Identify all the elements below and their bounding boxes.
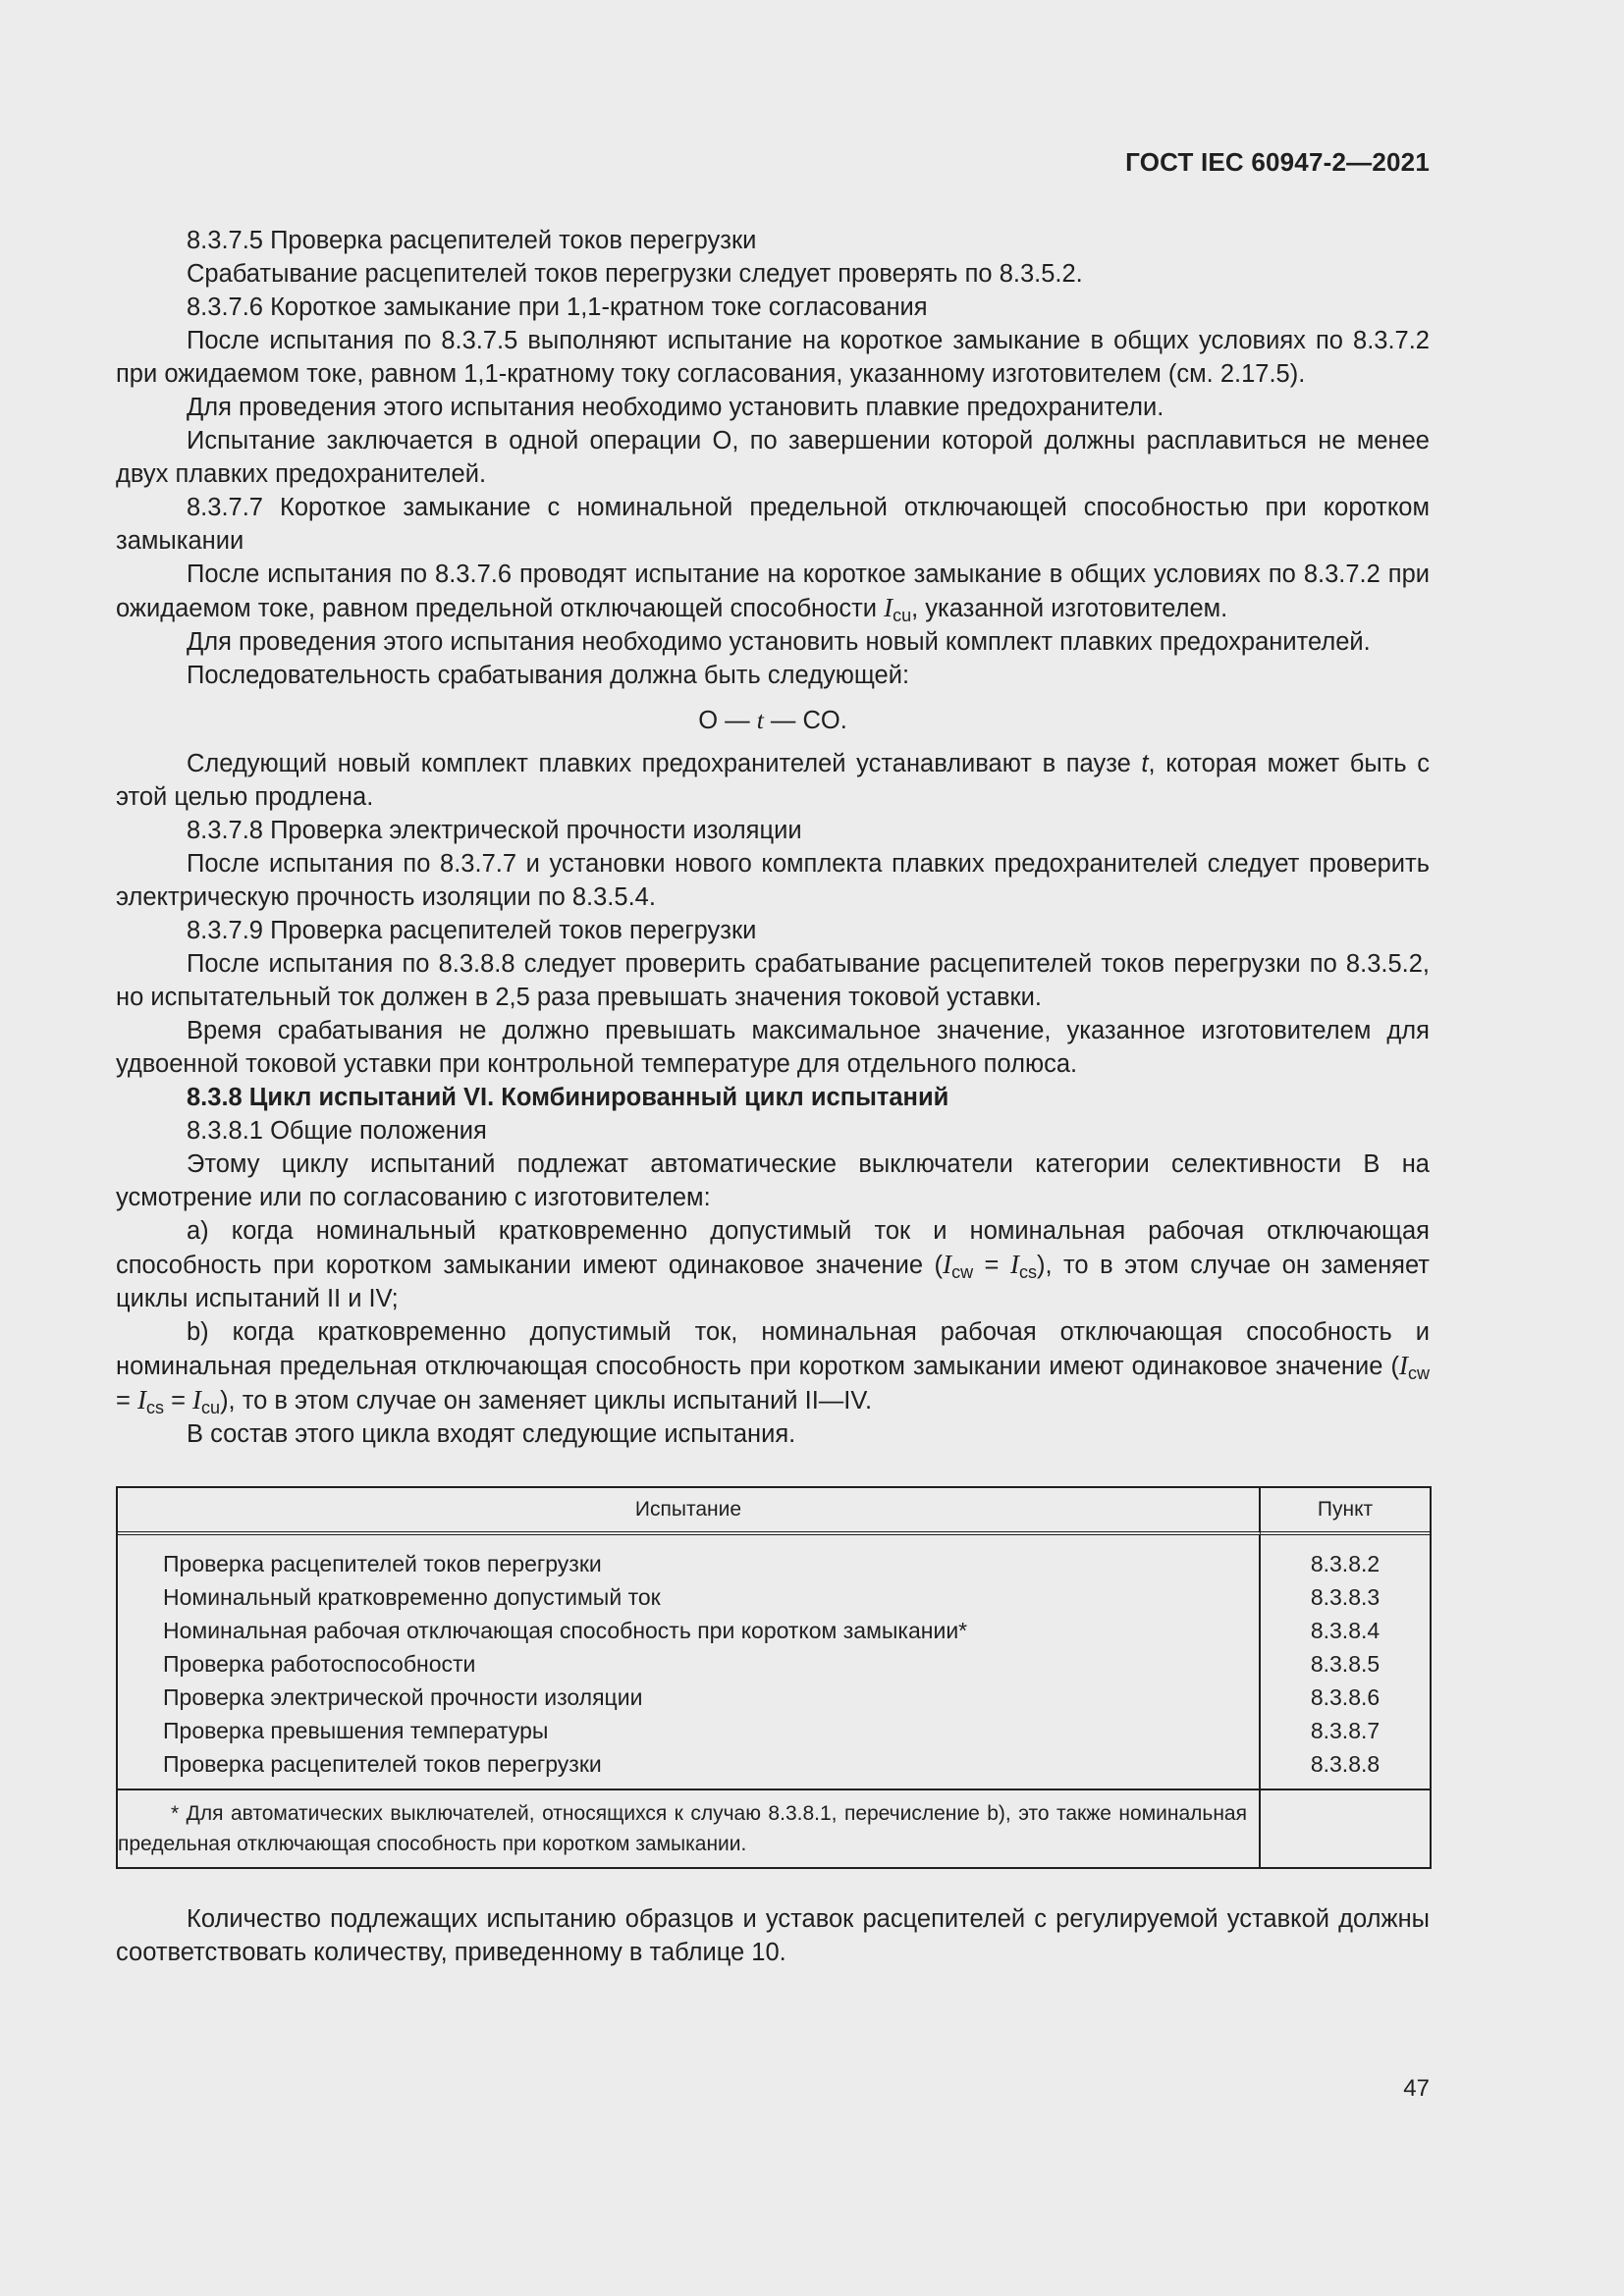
section-heading: 8.3.7.9 Проверка расцепителей токов перегрузки	[187, 917, 757, 944]
list-item-b	[116, 1315, 1430, 1417]
current-subscript: cs	[145, 1398, 164, 1417]
text-run: b) когда кратковременно допустимый ток, номинальная рабочая отключающая способность и номинальная предельная отключающая способность при коротком замыкании имеют одинаковое значение (	[116, 1318, 1430, 1380]
test-names-cell	[118, 1535, 1261, 1790]
paragraph: В состав этого цикла входят следующие испытания.	[187, 1420, 796, 1448]
current-subscript: cu	[893, 606, 912, 625]
column-header-point: Пункт	[1261, 1488, 1430, 1535]
table-row-test: Проверка работоспособности	[163, 1651, 476, 1677]
list-item-a	[116, 1214, 1430, 1315]
table-row-point: 8.3.8.3	[1310, 1584, 1380, 1610]
paragraph: Количество подлежащих испытанию образцов и уставок расцепителей с регулируемой уставкой должны соответствовать количеству, приведенному в таблице 10.	[116, 1905, 1430, 1966]
table-row-point: 8.3.8.8	[1310, 1751, 1380, 1777]
current-symbol: I	[884, 593, 893, 622]
paragraph: После испытания по 8.3.7.5 выполняют испытание на короткое замыкание в общих условиях по 8.3.7.2 при ожидаемом токе, равном 1,1-кратному току согласования, указанному изготовителем (см. 2.17.5).	[116, 327, 1430, 388]
table-row-point: 8.3.8.7	[1310, 1718, 1380, 1743]
text-run: ), то в этом случае он заменяет циклы испытаний II—IV.	[220, 1387, 873, 1415]
paragraph: Для проведения этого испытания необходимо установить плавкие предохранители.	[187, 394, 1164, 421]
table-row-test: Проверка расцепителей токов перегрузки	[163, 1551, 602, 1576]
paragraph: После испытания по 8.3.8.8 следует проверить срабатывание расцепителей токов перегрузки по 8.3.5.2, но испытательный ток должен в 2,5 раза превышать значения токовой уставки.	[116, 950, 1430, 1011]
footnote-empty-cell	[1261, 1790, 1430, 1867]
paragraph: Последовательность срабатывания должна быть следующей:	[187, 662, 910, 689]
table-row-test: Проверка расцепителей токов перегрузки	[163, 1751, 602, 1777]
table-row-point: 8.3.8.2	[1310, 1551, 1380, 1576]
paragraph: Этому циклу испытаний подлежат автоматические выключатели категории селективности В на усмотрение или по согласованию с изготовителем:	[116, 1150, 1430, 1211]
paragraph	[116, 747, 1430, 814]
text-run: После испытания по 8.3.7.6 проводят испытание на короткое замыкание в общих условиях по 8.3.7.2 при ожидаемом токе, равном предельной отключающей способности	[116, 561, 1430, 622]
section-heading: 8.3.7.5 Проверка расцепителей токов перегрузки	[187, 227, 757, 254]
paragraph	[116, 558, 1430, 625]
formula-pause-symbol: t	[756, 706, 764, 734]
page-number: 47	[1403, 2075, 1430, 2102]
current-subscript: cu	[201, 1398, 221, 1417]
section-heading: 8.3.7.8 Проверка электрической прочности изоляции	[187, 817, 802, 844]
table-row-test: Проверка превышения температуры	[163, 1718, 549, 1743]
table-body	[118, 1535, 1430, 1790]
text-run: Следующий новый комплект плавких предохранителей устанавливают в паузе	[187, 750, 1142, 777]
current-subscript: cs	[1018, 1262, 1037, 1282]
pause-symbol: t	[1141, 750, 1149, 777]
text-run: a) когда номинальный кратковременно допустимый ток и номинальная рабочая отключающая способность при коротком замыкании имеют одинаковое значение (	[116, 1217, 1430, 1279]
current-symbol: I	[192, 1385, 202, 1415]
table-row-test: Номинальная рабочая отключающая способность при коротком замыкании*	[163, 1618, 968, 1643]
text-run: =	[116, 1387, 137, 1415]
column-header-test: Испытание	[118, 1488, 1261, 1535]
standard-header: ГОСТ IEC 60947-2—2021	[1125, 147, 1430, 177]
current-symbol: I	[1399, 1351, 1408, 1380]
table-header-row	[118, 1488, 1430, 1535]
current-symbol: I	[943, 1250, 952, 1279]
section-heading: 8.3.7.6 Короткое замыкание при 1,1-кратном токе согласования	[187, 294, 928, 321]
sequence-formula	[116, 704, 1430, 737]
table-footnote: * Для автоматических выключателей, относящихся к случаю 8.3.8.1, перечисление b), это также номинальная предельная отключающая способность при коротком замыкании.	[118, 1790, 1261, 1867]
formula-part: — CO.	[763, 707, 847, 734]
current-symbol: I	[1009, 1250, 1019, 1279]
points-cell	[1261, 1535, 1430, 1790]
table-row-test: Проверка электрической прочности изоляции	[163, 1684, 643, 1710]
formula-part: O —	[698, 707, 757, 734]
current-symbol: I	[136, 1385, 146, 1415]
current-subscript: cw	[951, 1262, 974, 1282]
paragraph: Испытание заключается в одной операции О, по завершении которой должны расплавиться не менее двух плавких предохранителей.	[116, 427, 1430, 488]
table-row-point: 8.3.8.5	[1310, 1651, 1380, 1677]
table-footnote-row	[118, 1790, 1430, 1867]
paragraph: Для проведения этого испытания необходимо установить новый комплект плавких предохранителей.	[187, 628, 1371, 656]
text-run: , которая может быть с этой целью продлена.	[116, 750, 1430, 811]
page-body	[116, 224, 1430, 1969]
current-subscript: cw	[1408, 1363, 1430, 1383]
text-run: =	[163, 1387, 193, 1415]
section-heading: 8.3.8.1 Общие положения	[187, 1117, 487, 1145]
table-row-point: 8.3.8.4	[1310, 1618, 1380, 1643]
table-row-point: 8.3.8.6	[1310, 1684, 1380, 1710]
text-run: =	[973, 1252, 1010, 1279]
test-cycle-table	[116, 1486, 1432, 1869]
paragraph: После испытания по 8.3.7.7 и установки нового комплекта плавких предохранителей следует проверить электрическую прочность изоляции по 8.3.5.4.	[116, 850, 1430, 911]
paragraph: Срабатывание расцепителей токов перегрузки следует проверять по 8.3.5.2.	[187, 260, 1083, 288]
text-run: ), то в этом случае он заменяет циклы испытаний II и IV;	[116, 1252, 1430, 1312]
table-row-test: Номинальный кратковременно допустимый ток	[163, 1584, 661, 1610]
paragraph: Время срабатывания не должно превышать максимальное значение, указанное изготовителем для удвоенной токовой уставки при контрольной температуре для отдельного полюса.	[116, 1017, 1430, 1078]
text-run: , указанной изготовителем.	[911, 595, 1228, 622]
section-heading: 8.3.7.7 Короткое замыкание с номинальной предельной отключающей способностью при коротком замыкании	[116, 494, 1430, 555]
section-heading-bold: 8.3.8 Цикл испытаний VI. Комбинированный цикл испытаний	[187, 1084, 949, 1111]
